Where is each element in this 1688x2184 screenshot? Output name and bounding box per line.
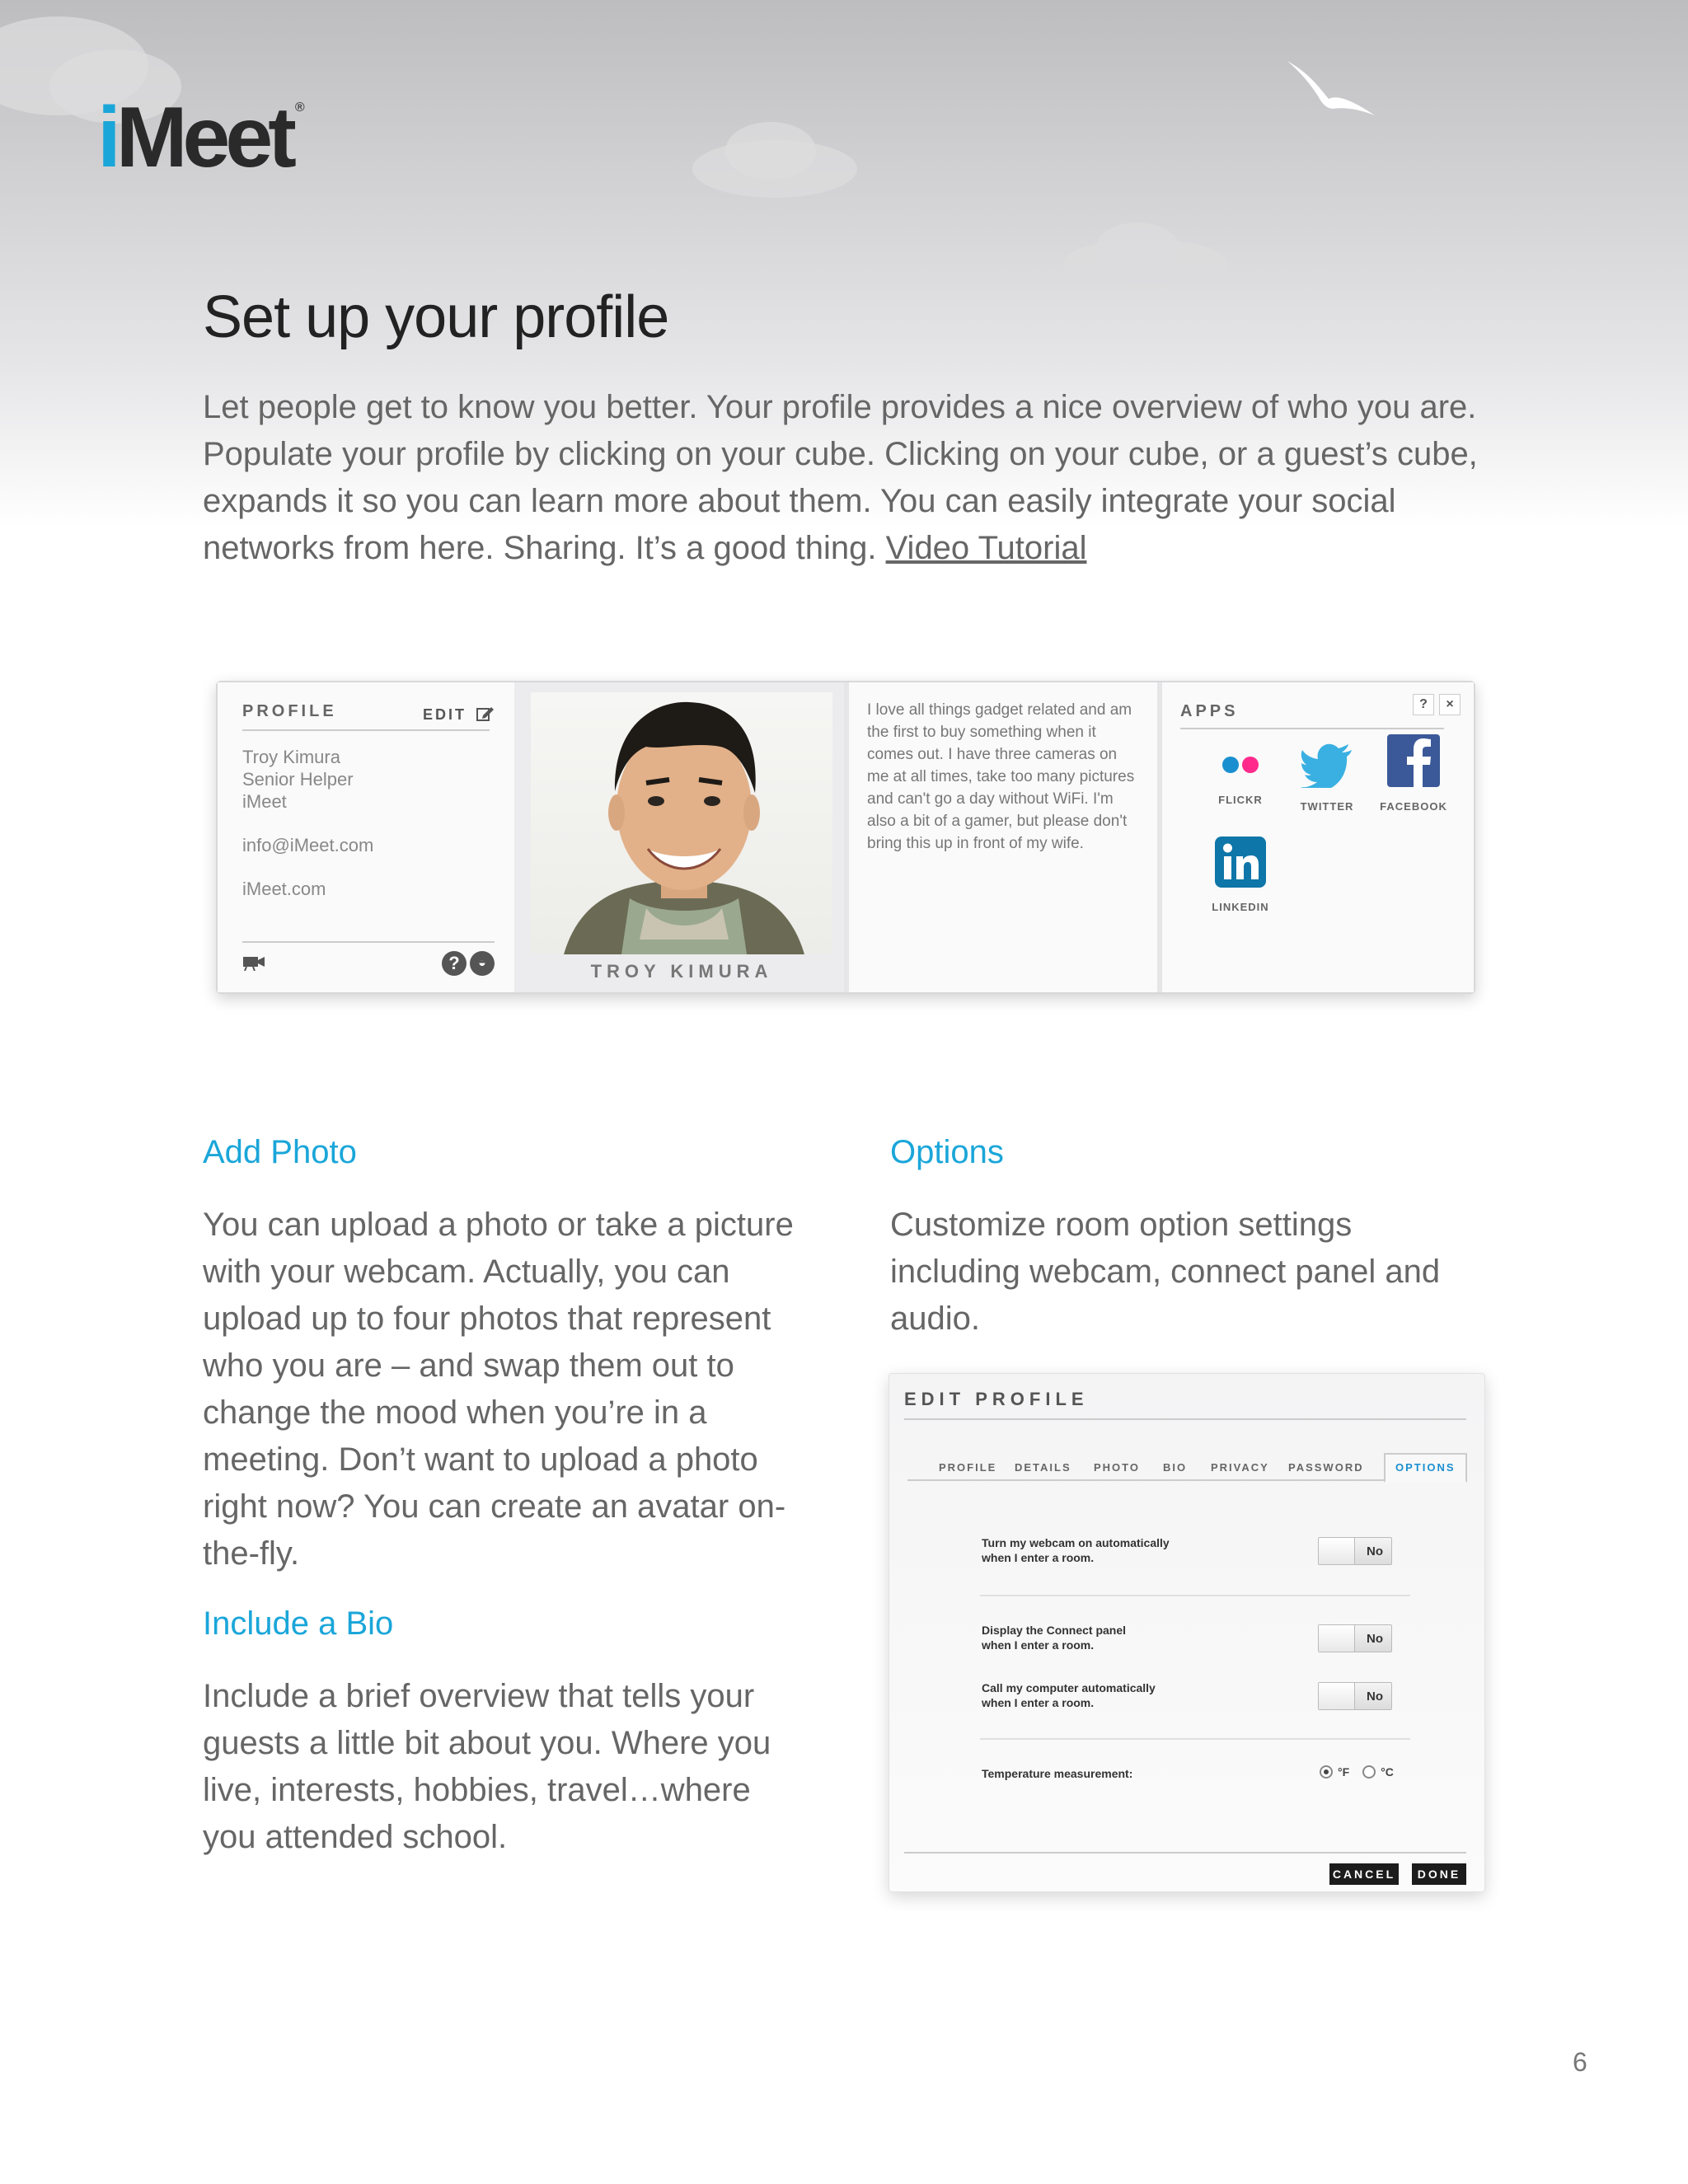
close-button[interactable]: × [1439, 694, 1461, 715]
intro-paragraph [203, 384, 1489, 572]
profile-email[interactable]: info@iMeet.com [242, 835, 374, 855]
photo-name-label: TROY KIMURA [590, 961, 773, 982]
app-label-facebook: FACEBOOK [1380, 800, 1447, 813]
include-bio-heading: Include a Bio [203, 1605, 394, 1642]
status-icon[interactable]: ◒ [470, 951, 495, 976]
tab-details[interactable]: DETAILS [1015, 1461, 1071, 1474]
edit-profile-tabs [907, 1453, 1466, 1481]
profile-footer-actions [442, 951, 495, 976]
add-photo-text: You can upload a photo or take a picture with your webcam. Actually, you can upload up to four photos that represent who you are – and swap them out to change the mood when you’re in a meeting. Don’t want to upload a photo right now? You can create an avatar on-the-fly. [203, 1207, 794, 1572]
include-bio-text: Include a brief overview that tells your guests a little bit about you. Where you live, interests, hobbies, travel…where you attended school. [203, 1678, 771, 1855]
profile-photo[interactable] [531, 692, 832, 954]
tab-password[interactable]: PASSWORD [1288, 1461, 1364, 1474]
celsius-label: °C [1381, 1765, 1394, 1779]
dialog-footer-divider [904, 1852, 1466, 1854]
bio-panel [849, 682, 1162, 992]
video-tutorial-link[interactable]: Video Tutorial [885, 530, 1087, 566]
toggle-value: No [1367, 1632, 1383, 1646]
edit-profile-dialog [889, 1373, 1485, 1892]
option-webcam-label [982, 1535, 1170, 1565]
flickr-icon [1216, 748, 1265, 781]
celsius-radio[interactable] [1362, 1765, 1376, 1779]
portrait-illustration [531, 692, 832, 954]
page-title: Set up your profile [203, 284, 669, 350]
profile-role: Senior Helper [242, 769, 354, 790]
edit-label: EDIT [422, 706, 467, 723]
photo-panel [519, 682, 849, 992]
help-button[interactable]: ? [1413, 694, 1434, 715]
app-twitter[interactable] [1282, 743, 1372, 813]
fahrenheit-label: °F [1338, 1765, 1350, 1779]
option-connect-line2: when I enter a room. [982, 1638, 1095, 1652]
apps-divider [1180, 728, 1444, 729]
profile-details [242, 746, 490, 900]
profile-panel [218, 682, 519, 992]
page-number: 6 [1573, 2047, 1587, 2077]
webcam-toggle[interactable] [1318, 1537, 1392, 1565]
tab-bio[interactable]: BIO [1163, 1461, 1188, 1474]
app-linkedin[interactable] [1195, 836, 1286, 913]
add-photo-heading: Add Photo [203, 1134, 357, 1170]
help-icon[interactable]: ? [442, 951, 467, 976]
tab-photo[interactable]: PHOTO [1094, 1461, 1140, 1474]
profile-company: iMeet [242, 791, 287, 812]
profile-edit-button[interactable] [423, 705, 495, 724]
bird-icon [1286, 58, 1376, 124]
option-call-line2: when I enter a room. [982, 1696, 1095, 1709]
profile-website[interactable]: iMeet.com [242, 879, 326, 899]
toggle-knob [1319, 1625, 1355, 1652]
connect-panel-toggle[interactable] [1318, 1624, 1392, 1652]
intro-text: Let people get to know you better. Your profile provides a nice overview of who you are. Populate your profile by clicking on your cube. Clicking on your cube, or a guest’s cube, expands it so you can learn more about them. You can easily integrate your social networks from here. Sharing. It’s a good thing. [203, 389, 1478, 566]
app-label-twitter: TWITTER [1300, 800, 1354, 813]
apps-label: APPS [1180, 702, 1239, 720]
temperature-label: Temperature measurement: [982, 1767, 1133, 1780]
option-webcam-line2: when I enter a room. [982, 1551, 1095, 1564]
app-label-linkedin: LINKEDIN [1212, 901, 1269, 913]
profile-card [216, 681, 1475, 994]
apps-panel [1162, 682, 1474, 992]
facebook-icon [1386, 733, 1441, 788]
fahrenheit-radio[interactable] [1320, 1765, 1333, 1779]
dialog-divider [904, 1418, 1466, 1420]
edit-icon [476, 705, 495, 722]
edit-profile-title: EDIT PROFILE [904, 1389, 1089, 1409]
apps-window-controls [1413, 694, 1461, 715]
app-flickr[interactable] [1195, 748, 1286, 806]
cloud-shape [1096, 223, 1179, 272]
toggle-value: No [1367, 1690, 1383, 1704]
profile-label: PROFILE [242, 702, 337, 720]
video-camera-icon[interactable] [242, 954, 265, 971]
option-connect-line1: Display the Connect panel [982, 1624, 1127, 1637]
imeet-logo: iMeet ® [97, 90, 305, 185]
options-text: Customize room option settings including webcam, connect panel and audio. [890, 1207, 1441, 1337]
option-webcam-line1: Turn my webcam on automatically [982, 1536, 1170, 1549]
profile-divider [242, 729, 490, 731]
linkedin-icon [1214, 836, 1267, 888]
toggle-knob [1319, 1538, 1355, 1564]
option-connect-panel-label [982, 1623, 1126, 1652]
toggle-knob [1319, 1683, 1355, 1709]
cancel-button[interactable]: CANCEL [1329, 1863, 1399, 1885]
profile-footer [242, 941, 495, 982]
option-separator [980, 1738, 1410, 1740]
app-label-flickr: FLICKR [1218, 794, 1263, 806]
bio-text: I love all things gadget related and am the first to buy something when it comes out. I have three cameras on me at all times, take too many pictures and can't go a day without WiFi. I'm also a bit of a gamer, but please don't bring this up in front of my wife. [867, 701, 1135, 852]
tab-profile[interactable]: PROFILE [939, 1461, 997, 1474]
option-separator [980, 1595, 1410, 1596]
option-call-line1: Call my computer automatically [982, 1681, 1156, 1694]
tab-options[interactable]: OPTIONS [1384, 1453, 1467, 1483]
call-computer-toggle[interactable] [1318, 1682, 1392, 1710]
app-facebook[interactable] [1368, 733, 1459, 813]
option-call-computer-label [982, 1680, 1156, 1710]
done-button[interactable]: DONE [1412, 1863, 1466, 1885]
profile-name: Troy Kimura [242, 747, 340, 767]
tab-privacy[interactable]: PRIVACY [1211, 1461, 1269, 1474]
temperature-radio-group [1320, 1765, 1394, 1779]
options-heading: Options [890, 1134, 1004, 1170]
cloud-shape [725, 122, 816, 180]
toggle-value: No [1367, 1544, 1383, 1558]
twitter-bird-icon [1301, 743, 1353, 788]
